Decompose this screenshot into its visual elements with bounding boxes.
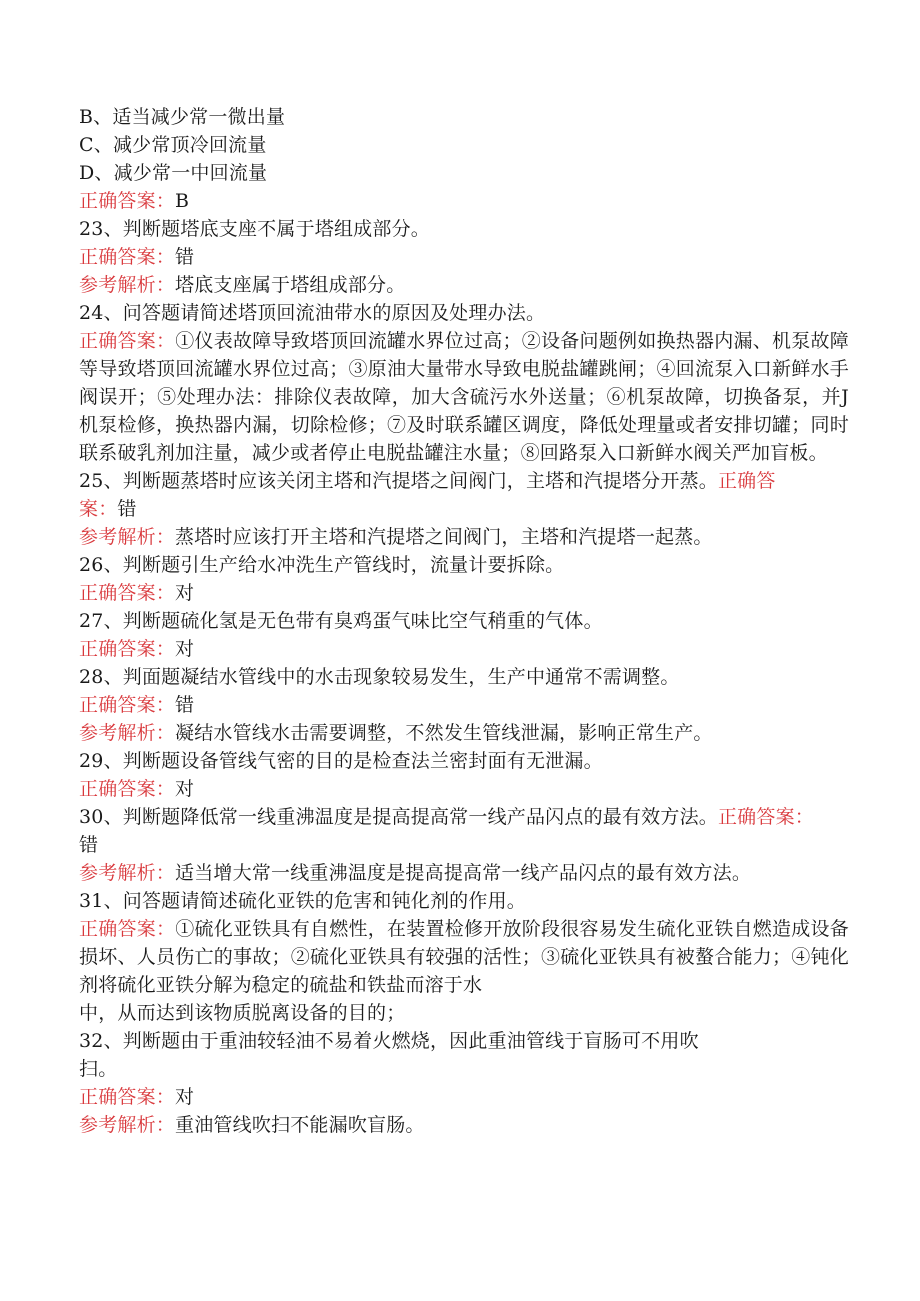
- answer-value: 错: [175, 694, 195, 716]
- answer-value: 对: [175, 582, 195, 604]
- question-32: 32、判断题由于重油较轻油不易着火燃烧，因此重油管线于盲肠可不用吹: [79, 1030, 699, 1052]
- answer-label: 正确答案：: [79, 918, 176, 940]
- analysis-line: [79, 859, 849, 887]
- answer-label: 正确答案：: [79, 246, 176, 268]
- analysis-text: 蒸塔时应该打开主塔和汽提塔之间阀门，主塔和汽提塔一起蒸。: [175, 526, 713, 548]
- answer-line: [79, 187, 849, 215]
- option-b: B、适当减少常一微出量: [79, 106, 286, 128]
- question-31: 31、问答题请简述硫化亚铁的危害和钝化剂的作用。: [79, 890, 526, 912]
- analysis-label: 参考解析：: [79, 722, 176, 744]
- answer-paragraph: [79, 327, 849, 467]
- answer-label: 正确答案：: [79, 190, 176, 212]
- analysis-line: [79, 719, 849, 747]
- analysis-text: 凝结水管线水击需要调整，不然发生管线泄漏，影响正常生产。: [175, 722, 713, 744]
- answer-label: 正确答: [717, 470, 776, 492]
- answer-value: 错: [175, 246, 195, 268]
- analysis-line: [79, 523, 849, 551]
- answer-text: ①仪表故障导致塔顶回流罐水界位过高；②设备问题例如换热器内漏、机泵故障等导致塔顶回流罐水界位过高；③原油大量带水导致电脱盐罐跳闸；④回流泵入口新鲜水手阀误开；⑤处理办法：排除仪表故障，加大含硫污水外送量；⑥机泵故障，切换备泵，并J机泵检修，换热器内漏，切除检修；⑦及时联系罐区调度，降低处理量或者安排切罐；同时联系破乳剂加注量，减少或者停止电脱盐罐注水量；⑧回路泵入口新鲜水阀关严加盲板。: [79, 330, 849, 464]
- answer-line: [79, 691, 849, 719]
- answer-label-cont: 案：: [79, 498, 118, 520]
- option-c: C、减少常顶冷回流量: [79, 134, 267, 156]
- question-29: 29、判断题设备管线气密的目的是检查法兰密封面有无泄漏。: [79, 750, 603, 772]
- answer-value: 对: [175, 778, 195, 800]
- answer-text: ①硫化亚铁具有自燃性，在装置检修开放阶段很容易发生硫化亚铁自燃造成设备损坏、人员伤亡的事故；②硫化亚铁具有较强的活性；③硫化亚铁具有被螯合能力；④钝化剂将硫化亚铁分解为稳定的硫盐和铁盐而溶于水: [79, 918, 849, 996]
- analysis-text: 适当增大常一线重沸温度是提高提高常一线产品闪点的最有效方法。: [175, 862, 752, 884]
- answer-label: 正确答案：: [79, 330, 176, 352]
- option-d: D、减少常一中回流量: [79, 162, 268, 184]
- question-25: 25、判断题蒸塔时应该关闭主塔和汽提塔之间阀门，主塔和汽提塔分开蒸。正确答 案：错: [79, 470, 776, 520]
- analysis-line: [79, 271, 849, 299]
- answer-value: 对: [175, 638, 195, 660]
- answer-label: 正确答案：: [79, 694, 176, 716]
- answer-label: 正确答案：: [79, 582, 176, 604]
- answer-label: 正确答案：: [79, 638, 176, 660]
- answer-paragraph: [79, 915, 849, 999]
- question-26: 26、判断题引生产给水冲洗生产管线时，流量计要拆除。: [79, 554, 565, 576]
- question-32-continuation: 扫。: [79, 1058, 118, 1080]
- answer-label: 正确答案：: [717, 806, 814, 828]
- answer-value: 错: [79, 834, 99, 856]
- answer-line: [79, 775, 849, 803]
- answer-line: [79, 1083, 849, 1111]
- question-24: 24、问答题请简述塔顶回流油带水的原因及处理办法。: [79, 302, 546, 324]
- answer-line: [79, 635, 849, 663]
- question-27: 27、判断题硫化氢是无色带有臭鸡蛋气味比空气稍重的气体。: [79, 610, 603, 632]
- answer-line: [79, 243, 849, 271]
- analysis-line: [79, 1111, 849, 1139]
- analysis-label: 参考解析：: [79, 274, 176, 296]
- analysis-label: 参考解析：: [79, 1114, 176, 1136]
- answer-continuation: 中，从而达到该物质脱离设备的目的；: [79, 1002, 406, 1024]
- answer-value: B: [175, 190, 190, 212]
- document-page: [79, 103, 849, 1139]
- analysis-text: 重油管线吹扫不能漏吹盲肠。: [175, 1114, 425, 1136]
- analysis-label: 参考解析：: [79, 526, 176, 548]
- analysis-label: 参考解析：: [79, 862, 176, 884]
- answer-value: 对: [175, 1086, 195, 1108]
- answer-line: [79, 579, 849, 607]
- question-30: 30、判断题降低常一线重沸温度是提高提高常一线产品闪点的最有效方法。正确答案： 错: [79, 806, 814, 856]
- answer-label: 正确答案：: [79, 778, 176, 800]
- answer-label: 正确答案：: [79, 1086, 176, 1108]
- question-28: 28、判面题凝结水管线中的水击现象较易发生，生产中通常不需调整。: [79, 666, 680, 688]
- analysis-text: 塔底支座属于塔组成部分。: [175, 274, 406, 296]
- answer-value: 错: [117, 498, 137, 520]
- question-23: 23、判断题塔底支座不属于塔组成部分。: [79, 218, 430, 240]
